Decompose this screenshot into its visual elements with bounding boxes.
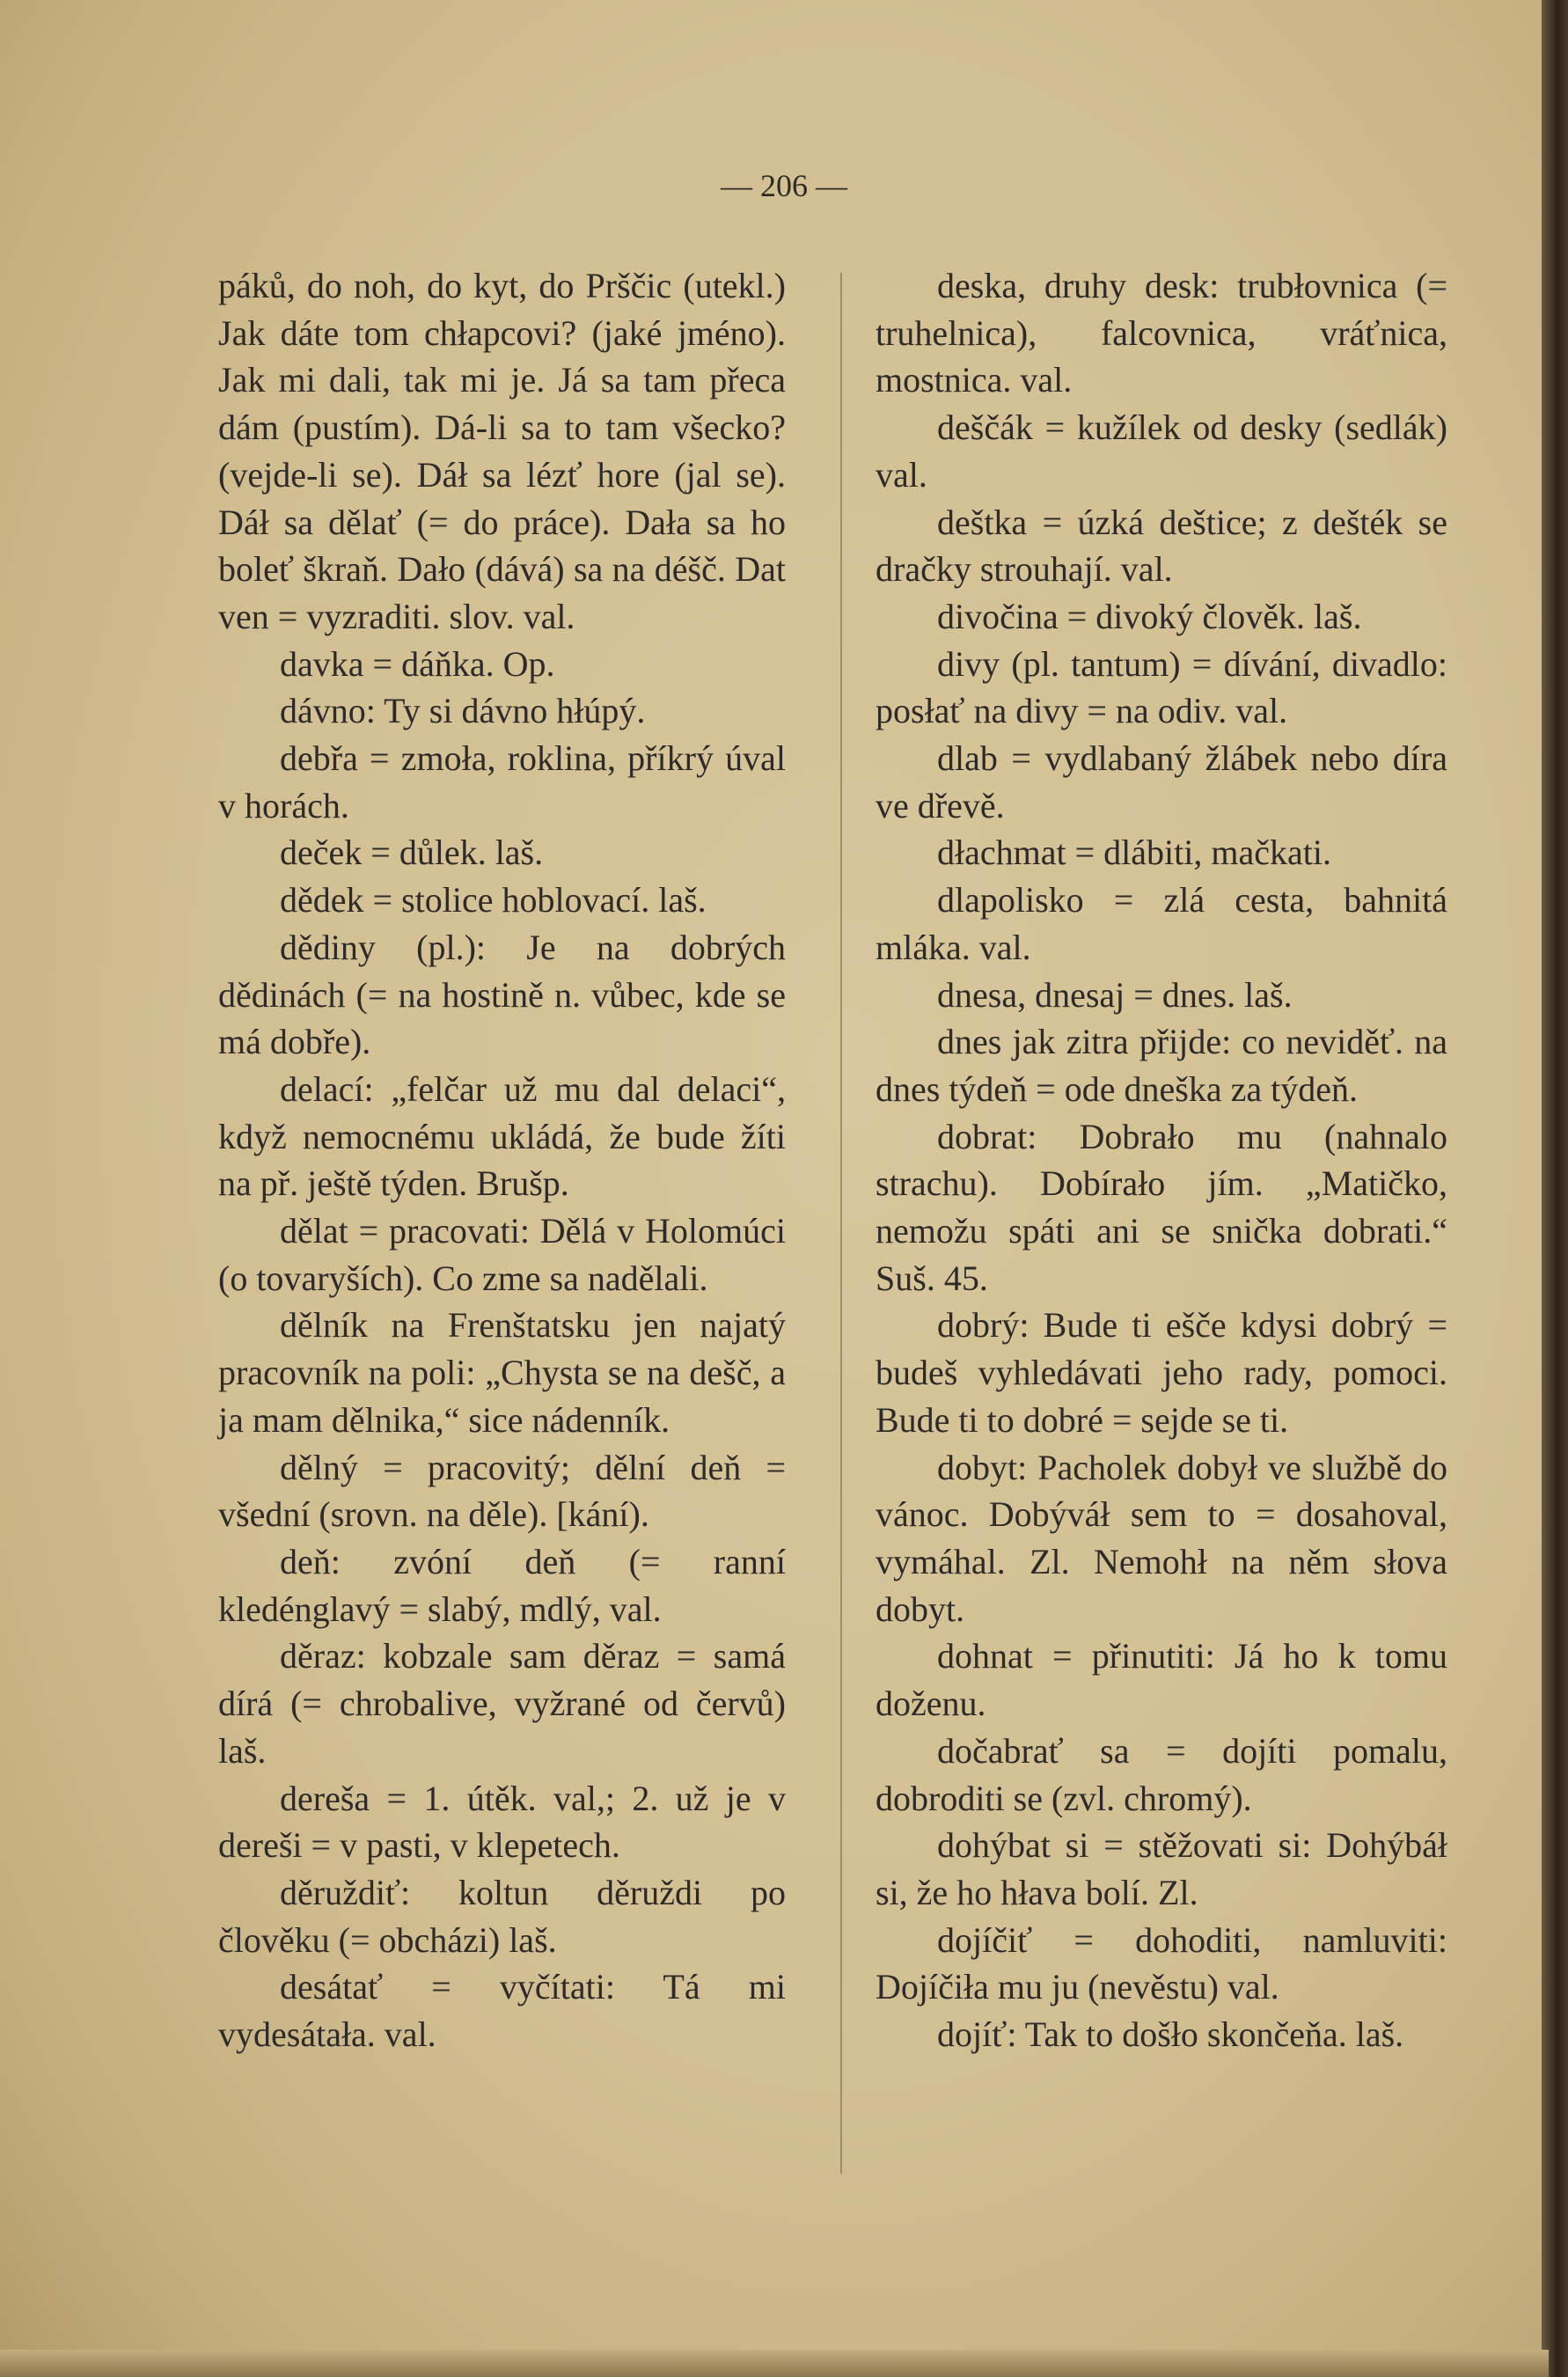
dictionary-entry: dobrat: Dobrało mu (nahnalo strachu). Dobírało jím. „Matičko, nemožu spáti ani se snička dobrati.“ Suš. 45.: [876, 1116, 1447, 1298]
dictionary-entry: dělat = pracovati: Dělá v Holomúci (o tovaryších). Co zme sa nadělali.: [218, 1211, 786, 1298]
dictionary-entry: dědiny (pl.): Je na dobrých dědinách (= na hostině n. vůbec, kde se má dobře).: [218, 927, 786, 1062]
dictionary-entry: davka = dáňka. Op.: [280, 643, 555, 684]
dictionary-entry: dělný = pracovitý; dělní deň = všední (srovn. na děle). [kání).: [218, 1447, 786, 1535]
dictionary-entry: desátať = vyčítati: Tá mi vydesátała. val.: [218, 1967, 786, 2055]
dictionary-entry: páků, do noh, do kyt, do Prščic (utekl.) Jak dáte tom chłapcovi? (jaké jméno). Jak mi dali, tak mi je. Já sa tam přeca dám (pustím). Dá-li sa to tam všecko? (vejde-li se). Dáł sa lézť hore (jal se). Dáł sa dělať (= do práce). Dała sa ho boleť škraň. Dało (dává) sa na déšč. Dat ven = vyzraditi. slov. val.: [218, 266, 786, 636]
dictionary-entry: dlapolisko = zlá cesta, bahnitá mláka. val.: [876, 880, 1447, 967]
dictionary-entry: dohnat = přinutiti: Já ho k tomu doženu.: [876, 1636, 1447, 1724]
dictionary-entry: divočina = divoký člověk. laš.: [937, 596, 1362, 636]
dictionary-entry: dělník na Frenštatsku jen najatý pracovník na poli: „Chysta se na dešč, a ja mam dělnika,“ sice nádenník.: [218, 1305, 786, 1440]
dictionary-entry: dnesa, dnesaj = dnes. laš.: [937, 974, 1293, 1015]
dictionary-entry: divy (pl. tantum) = dívání, divadlo: posłať na divy = na odiv. val.: [876, 643, 1447, 731]
dictionary-entry: dočabrať sa = dojíti pomalu, dobroditi se (zvl. chromý).: [876, 1730, 1447, 1818]
dictionary-entry: deščák = kužílek od desky (sedlák) val.: [876, 407, 1447, 495]
left-column: [218, 262, 786, 2058]
dictionary-entry: dojíčiť = dohoditi, namluviti: Dojíčiła mu ju (nevěstu) val.: [876, 1919, 1447, 2007]
page-number: — 206 —: [721, 168, 847, 203]
dictionary-entry: dereša = 1. útěk. val,; 2. už je v dereši = v pasti, v klepetech.: [218, 1778, 786, 1866]
right-column: [876, 262, 1447, 2058]
dictionary-entry: deň: zvóní deň (= ranní kledénglavý = slabý, mdlý, val.: [218, 1541, 786, 1629]
dictionary-entry: dobrý: Bude ti ešče kdysi dobrý = budeš vyhledávati jeho rady, pomoci. Bude ti to dobré = sejde se ti.: [876, 1305, 1447, 1440]
dictionary-entry: dávno: Ty si dávno hłúpý.: [280, 691, 646, 731]
dictionary-entry: delací: „felčar už mu dal delaci“, když nemocnému ukládá, že bude žíti na př. ještě týden. Brušp.: [218, 1068, 786, 1204]
dictionary-entry: deštka = úzká deštice; z dešték se dračky strouhají. val.: [876, 502, 1447, 590]
dictionary-entry: deska, druhy desk: trubłovnica (= truhelnica), falcovnica, vráťnica, mostnica. val.: [876, 266, 1447, 400]
dictionary-entry: dojíť: Tak to došło skončeňa. laš.: [937, 2014, 1404, 2055]
dictionary-entry: dłachmat = dlábiti, mačkati.: [937, 833, 1331, 873]
dictionary-entry: dnes jak zitra přijde: co neviděť. na dnes týdeň = ode dneška za týdeň.: [876, 1022, 1447, 1109]
page-binding-edge: [1542, 0, 1568, 2377]
page-bottom-edge: [0, 2350, 1549, 2377]
dictionary-entry: dohýbat si = stěžovati si: Dohýbáł si, že ho hłava bolí. Zl.: [876, 1825, 1447, 1912]
dictionary-entry: děruždiť: koltun děruždi po člověku (= obcházi) laš.: [218, 1872, 786, 1960]
dictionary-entry: deček = důlek. laš.: [280, 833, 544, 873]
dictionary-entry: dlab = vydlabaný žlábek nebo díra ve dřevě.: [876, 738, 1447, 825]
column-divider: [840, 273, 842, 2174]
dictionary-entry: debřa = zmoła, roklina, příkrý úval v horách.: [218, 738, 786, 825]
dictionary-entry: dobyt: Pacholek dobył ve službě do vánoc. Dobýváł sem to = dosahoval, vymáhal. Zl. Nemohł na něm słova dobyt.: [876, 1447, 1447, 1629]
dictionary-entry: dědek = stolice hoblovací. laš.: [280, 880, 707, 921]
dictionary-entry: děraz: kobzale sam děraz = samá dírá (= chrobalive, vyžrané od červů) laš.: [218, 1636, 786, 1771]
